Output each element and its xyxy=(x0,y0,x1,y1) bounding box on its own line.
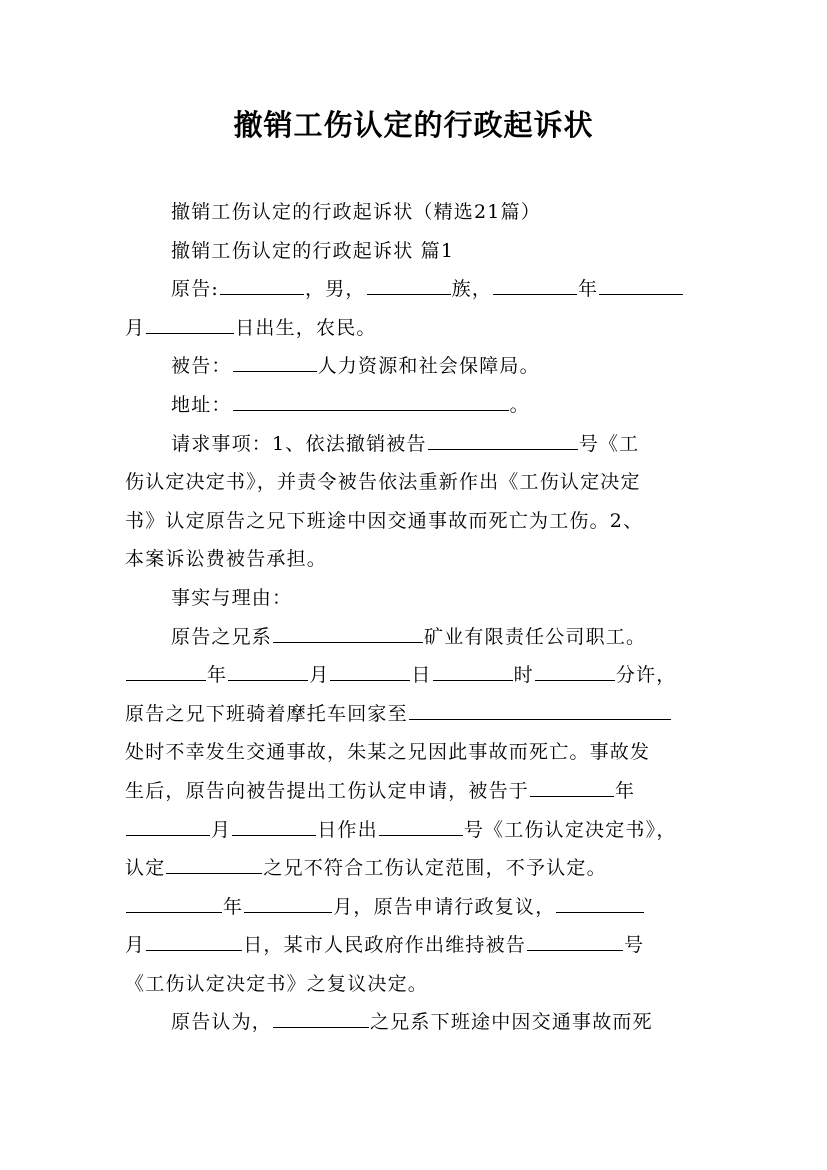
text-run: 本案诉讼费被告承担。 xyxy=(125,548,328,571)
text-run: 年 xyxy=(223,895,244,918)
paragraph-line xyxy=(125,965,705,1004)
fill-blank[interactable] xyxy=(599,276,683,295)
fill-blank[interactable] xyxy=(527,932,623,951)
text-run: 月 xyxy=(211,818,232,841)
fill-blank[interactable] xyxy=(428,431,578,450)
fill-blank[interactable] xyxy=(126,894,222,913)
paragraph-line xyxy=(125,618,705,657)
text-run: ，男， xyxy=(305,278,366,301)
paragraph-line xyxy=(125,849,705,888)
fill-blank[interactable] xyxy=(273,624,423,643)
text-run: 《工伤认定决定书》之复议决定。 xyxy=(125,972,429,995)
text-run: 伤认定决定书》，并责令被告依法重新作出《工伤认定决定 xyxy=(125,471,641,494)
document-title: 撤销工伤认定的行政起诉状 xyxy=(233,108,594,142)
paragraph-line xyxy=(125,193,705,232)
fill-blank[interactable] xyxy=(530,778,614,797)
paragraph-line xyxy=(125,656,705,695)
paragraph-line xyxy=(125,695,705,734)
text-run: 请求事项：1、依法撤销被告 xyxy=(171,432,427,455)
text-run: 认定 xyxy=(125,857,166,880)
text-run: 原告之兄系 xyxy=(171,625,273,648)
text-run: 号《工伤认定决定书》， xyxy=(463,818,677,841)
text-run: 之兄不符合工伤认定范围，不予认定。 xyxy=(263,857,607,880)
paragraph-line xyxy=(125,347,705,386)
paragraph-line xyxy=(125,270,705,309)
fill-blank[interactable] xyxy=(228,662,308,681)
document-body xyxy=(125,193,705,1042)
paragraph-line xyxy=(125,1003,705,1042)
fill-blank[interactable] xyxy=(146,932,242,951)
text-run: 之兄系下班途中因交通事故而死 xyxy=(370,1011,653,1034)
text-run: 书》认定原告之兄下班途中因交通事故而死亡为工伤。2、 xyxy=(125,509,644,532)
text-run: 。 xyxy=(509,393,530,416)
text-run: 事实与理由： xyxy=(171,586,293,609)
fill-blank[interactable] xyxy=(273,1009,369,1028)
paragraph-line xyxy=(125,811,705,850)
fill-blank[interactable] xyxy=(126,662,206,681)
text-run: 分许， xyxy=(615,664,677,687)
text-run: 被告： xyxy=(171,355,232,378)
fill-blank[interactable] xyxy=(146,315,234,334)
paragraph-line xyxy=(125,540,705,579)
paragraph-line xyxy=(125,463,705,502)
text-run: 原告认为， xyxy=(171,1011,273,1034)
text-run: 年 xyxy=(207,664,228,687)
paragraph-line xyxy=(125,425,705,464)
text-run: 日，某市人民政府作出维持被告 xyxy=(243,934,527,957)
text-run: 年 xyxy=(615,779,636,802)
text-run: 原告: xyxy=(171,278,220,301)
paragraph-line xyxy=(125,232,705,271)
fill-blank[interactable] xyxy=(220,276,304,295)
text-run: 地址： xyxy=(171,393,232,416)
text-run: 月 xyxy=(125,934,146,957)
fill-blank[interactable] xyxy=(330,662,410,681)
text-run: 矿业有限责任公司职工。 xyxy=(424,625,647,648)
text-run: 月 xyxy=(125,316,146,339)
text-run: 号 xyxy=(624,934,645,957)
text-run: 月，原告申请行政复议， xyxy=(333,895,556,918)
text-run: 年 xyxy=(578,278,599,301)
fill-blank[interactable] xyxy=(433,662,513,681)
fill-blank[interactable] xyxy=(409,701,671,720)
paragraph-line xyxy=(125,502,705,541)
text-run: 族， xyxy=(451,278,493,301)
text-run: 撤销工伤认定的行政起诉状 篇1 xyxy=(171,239,455,262)
fill-blank[interactable] xyxy=(166,855,262,874)
text-run: 日出生，农民。 xyxy=(235,316,377,339)
paragraph-line xyxy=(125,386,705,425)
fill-blank[interactable] xyxy=(244,894,332,913)
fill-blank[interactable] xyxy=(535,662,615,681)
paragraph-line xyxy=(125,309,705,348)
paragraph-line xyxy=(125,926,705,965)
fill-blank[interactable] xyxy=(126,817,210,836)
text-run: 号《工 xyxy=(578,432,640,455)
paragraph-line xyxy=(125,772,705,811)
text-run: 日 xyxy=(411,664,432,687)
fill-blank[interactable] xyxy=(379,817,463,836)
fill-blank[interactable] xyxy=(367,276,451,295)
fill-blank[interactable] xyxy=(556,894,644,913)
text-run: 日作出 xyxy=(317,818,378,841)
fill-blank[interactable] xyxy=(233,392,509,411)
fill-blank[interactable] xyxy=(493,276,577,295)
text-run: 原告之兄下班骑着摩托车回家至 xyxy=(125,702,408,725)
paragraph-line xyxy=(125,888,705,927)
fill-blank[interactable] xyxy=(233,353,317,372)
text-run: 月 xyxy=(309,664,330,687)
fill-blank[interactable] xyxy=(232,817,316,836)
text-run: 处时不幸发生交通事故，朱某之兄因此事故而死亡。事故发 xyxy=(125,741,651,764)
text-run: 人力资源和社会保障局。 xyxy=(317,355,540,378)
paragraph-line xyxy=(125,579,705,618)
text-run: 生后，原告向被告提出工伤认定申请，被告于 xyxy=(125,779,530,802)
text-run: 撤销工伤认定的行政起诉状（精选21篇） xyxy=(171,201,541,223)
paragraph-line xyxy=(125,733,705,772)
text-run: 时 xyxy=(513,664,534,687)
